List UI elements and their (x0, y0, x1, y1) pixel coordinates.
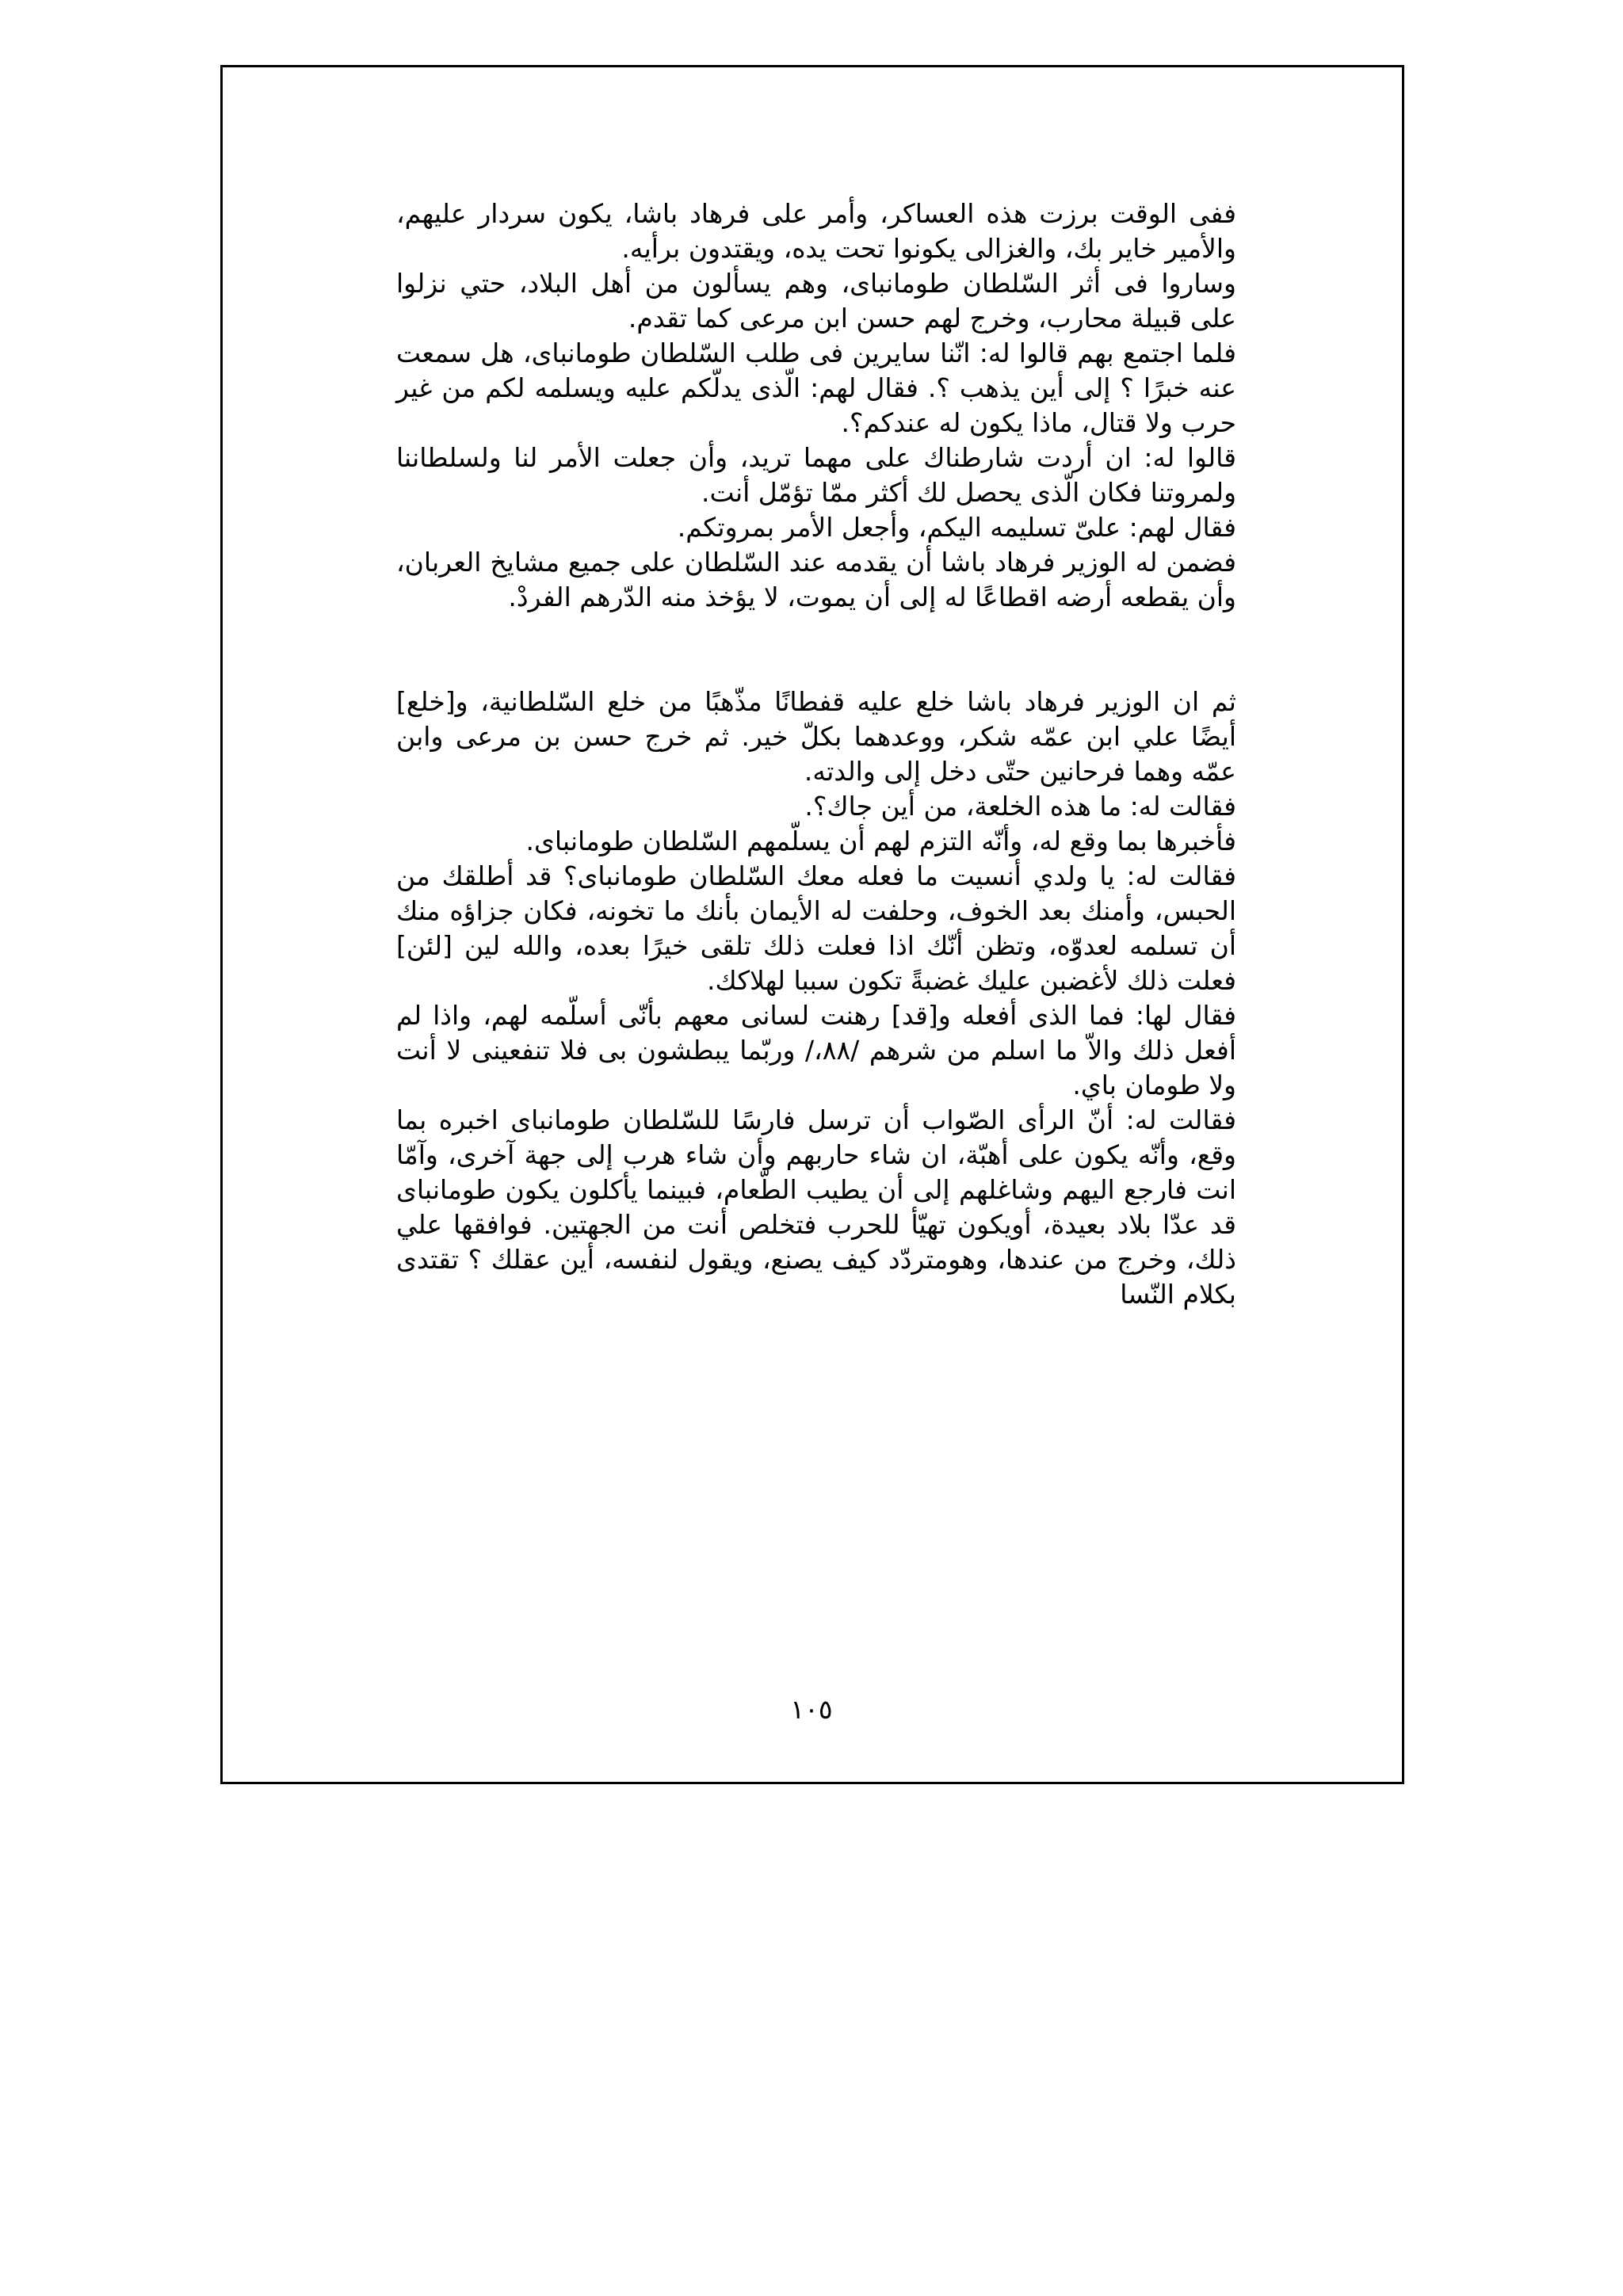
paragraph: قالوا له: ان أردت شارطناك على مهما تريد، وأن جعلت الأمر لنا ولسلطاننا ولمروتنا فكان الّذى يحصل لك أكثر ممّا تؤمّل أنت. (396, 442, 1236, 508)
page-number: ١٠٥ (790, 1694, 833, 1725)
paragraph: فأخبرها بما وقع له، وأنّه التزم لهم أن يسلّمهم السّلطان طومانباى. (525, 826, 1236, 856)
section-gap (396, 615, 1236, 685)
paragraph: فقالت له: أنّ الرأى الصّواب أن ترسل فارسًا للسّلطان طومانباى اخبره بما وقع، وأنّه يكون على أهبّة، ان شاء حاربهم وأن شاء هرب إلى جهة آخرى، وآمّا انت فارجع اليهم وشاغلهم إلى أن يطيب الطّعام، فبينما يأكلون يكون طومانباى قد عدّا بلاد بعيدة، أويكون تهيّأ للحرب فتخلص أنت من الجهتين. فوافقها علي ذلك، وخرج من عندها، وهومتردّد كيف يصنع، ويقول لنفسه، أين عقلك ؟ تقتدى بكلام النّسا (396, 1104, 1236, 1310)
document-body (396, 196, 1236, 1312)
paragraph: ففى الوقت برزت هذه العساكر، وأمر على فرهاد باشا، يكون سردار عليهم، والأمير خاير بك، والغزالى يكونوا تحت يده، ويقتدون برأيه. (396, 198, 1236, 264)
paragraph: فضمن له الوزير فرهاد باشا أن يقدمه عند السّلطان على جميع مشايخ العربان، وأن يقطعه أرضه اقطاعًا له إلى أن يموت، لا يؤخذ منه الدّرهم الفردْ. (396, 547, 1236, 612)
paragraph: فقال لها: فما الذى أفعله و[قد] رهنت لسانى معهم بأنّى أسلّمه لهم، واذا لم أفعل ذلك والاّ ما اسلم من شرهم /٨٨،/ وربّما يبطشون بى فلا تنفعينى لا أنت ولا طومان باي. (396, 1000, 1236, 1100)
paragraph: فلما اجتمع بهم قالوا له: انّنا سايرين فى طلب السّلطان طومانباى، هل سمعت عنه خبرًا ؟ إلى أين يذهب ؟. فقال لهم: الّذى يدلّكم عليه ويسلمه لكم من غير حرب ولا قتال، ماذا يكون له عندكم؟. (396, 338, 1236, 438)
paragraph: ثم ان الوزير فرهاد باشا خلع عليه قفطانًا مذّهبًا من خلع السّلطانية، و[خلع] أيضًا علي ابن عمّه شكر، ووعدهما بكلّ خير. ثم خرج حسن بن مرعى وابن عمّه وهما فرحانين حتّى دخل إلى والدته. (396, 686, 1236, 787)
paragraph: فقالت له: يا ولدي أنسيت ما فعله معك السّلطان طومانباى؟ قد أطلقك من الحبس، وأمنك بعد الخوف، وحلفت له الأيمان بأنك ما تخونه، فكان جزاؤه منك أن تسلمه لعدوّه، وتظن أنّك اذا فعلت ذلك تلقى خيرًا بعده، والله لين [لئن] فعلت ذلك لأغضبن عليك غضبةً تكون سببا لهلاكك. (396, 860, 1236, 996)
paragraph: فقالت له: ما هذه الخلعة، من أين جاك؟. (804, 791, 1236, 822)
paragraph: وساروا فى أثر السّلطان طومانباى، وهم يسألون من أهل البلاد، حتي نزلوا على قبيلة محارب، وخرج لهم حسن ابن مرعى كما تقدم. (396, 268, 1236, 334)
paragraph: فقال لهم: علىّ تسليمه اليكم، وأجعل الأمر بمروتكم. (677, 512, 1236, 543)
